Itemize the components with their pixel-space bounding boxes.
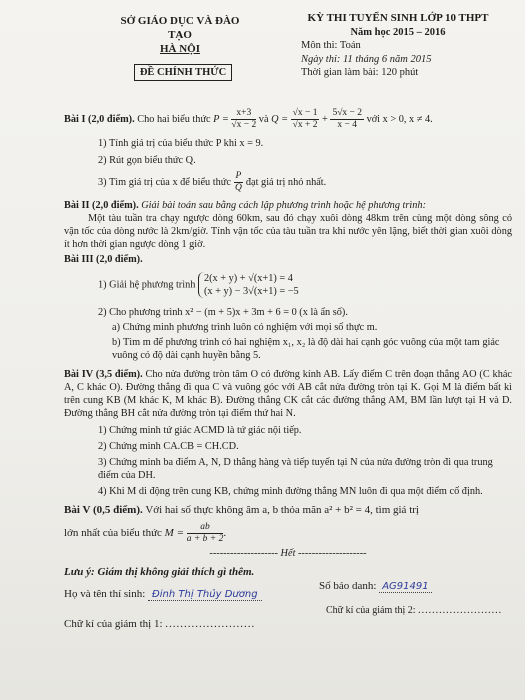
bai1-q3 [64, 171, 512, 195]
bai4-q2: 2) Chứng minh CA.CB = CH.CD. [98, 441, 239, 452]
bai1-q3-end: đạt giá trị nhỏ nhất. [245, 177, 327, 188]
exam-date: Ngày thi: 11 tháng 6 năm 2015 [301, 53, 432, 65]
p-over-q [234, 171, 244, 194]
sig1-label: Chữ kí của giám thị 1: [64, 618, 163, 630]
sig1-row [64, 618, 255, 631]
school-year: Năm học 2015 – 2016 [350, 26, 446, 38]
department-line2: HÀ NỘI [159, 43, 201, 55]
period: . [223, 527, 227, 539]
bai4-text: Cho nửa đường tròn tâm O có đường kính AB. Lấy điểm C trên đoạn thẳng AO (C khác A, C khác O). Đường thẳng đi qua C và vuông góc với AB cắt nửa đường tròn tại K. Gọi M là điểm bất kì trên cung KB (M khác K, M khác B). Đường thẳng CK cắt các đường thẳng AM, BM lần lượt tại H và D. Đường thẳng BH cắt nửa đường tròn tại điểm thứ hai N. [64, 369, 512, 419]
bai3-q2: 2) Cho phương trình x² − (m + 5)x + 3m + 6 = 0 (x là ẩn số). [98, 307, 348, 318]
bai3-q2b: b) Tìm m để phương trình có hai nghiệm x₁, x₂ là độ dài hai cạnh góc vuông của một tam giác vuông có độ dài cạnh huyền bằng 5. [112, 337, 500, 361]
candidate-name-row [64, 588, 262, 601]
q-fraction-1 [291, 108, 320, 131]
bai1-intro: Cho hai biểu thức [137, 113, 211, 125]
bai5-text: Với hai số thực không âm a, b thỏa mãn a² + b² = 4, tìm giá trị [145, 504, 419, 516]
q-den2: x − 4 [337, 120, 358, 130]
plus-sign: + [322, 113, 328, 125]
bai1-q1: 1) Tính giá trị của biểu thức P khi x = 9. [98, 138, 264, 149]
sbd-row [319, 580, 432, 593]
q-num2: 5√x − 2 [332, 108, 363, 118]
bai2-heading [64, 199, 512, 212]
q3-num: P [235, 171, 242, 182]
exam-body [64, 108, 512, 638]
official-label: ĐỀ CHÍNH THỨC [134, 64, 232, 81]
m-num: ab [187, 522, 224, 534]
m-fraction [186, 521, 227, 545]
bai4-q4: 4) Khi M di động trên cung KB, chứng minh đường thẳng MN luôn đi qua một điểm cố định. [98, 486, 483, 497]
note: Lưu ý: Giám thị không giải thích gì thêm. [64, 566, 255, 578]
sbd-value: AG91491 [379, 581, 431, 593]
p-num: x+3 [231, 108, 256, 120]
bai1-condition: với x > 0, x ≠ 4. [366, 113, 433, 125]
bai4-q3: 3) Chứng minh ba điểm A, N, D thẳng hàng và tiếp tuyến tại N của nửa đường tròn đi qua trung điểm của DH. [98, 457, 493, 481]
q-num1: √x − 1 [292, 108, 318, 118]
bai3-q1-label: 1) Giải hệ phương trình [98, 279, 196, 291]
bai3-q1 [64, 272, 512, 298]
bai4-title: Bài IV (3,5 điểm). [64, 369, 143, 380]
sig2-row [326, 604, 502, 617]
bai5-expression [64, 521, 512, 545]
p-lhs: P = [213, 113, 229, 125]
equation-system [198, 272, 299, 298]
end-marker: -------------------- Hết -------------------- [209, 548, 367, 559]
candidate-name: Đinh Thị Thủy Dương [148, 589, 262, 601]
m-den: a + b + 2 [186, 533, 224, 544]
candidate-label: Họ và tên thí sinh: [64, 588, 146, 600]
bai4-q1: 1) Chứng minh tứ giác ACMD là tứ giác nội tiếp. [98, 425, 302, 436]
candidate-info [64, 566, 512, 638]
m-lhs: M = [164, 527, 185, 539]
bai1-title: Bài I (2,0 điểm). [64, 113, 135, 125]
bai2-intro: Giải bài toán sau bằng cách lập phương trình hoặc hệ phương trình: [141, 200, 427, 211]
bai1-q2: 2) Rút gọn biểu thức Q. [98, 155, 196, 166]
bai5-text2: lớn nhất của biểu thức [64, 527, 162, 539]
duration: Thời gian làm bài: 120 phút [301, 67, 419, 78]
exam-header [283, 12, 513, 80]
department-line1: SỞ GIÁO DỤC VÀ ĐÀO TẠO [120, 15, 240, 41]
bai2-text: Một tàu tuần tra chạy ngược dòng 60km, sau đó chạy xuôi dòng 48km trên cùng một dòng sông có vận tốc của dòng nước là 2km/giờ. Tính vận tốc của tàu tuần tra khi nước yên lặng, biết thời gian xuôi dòng ít hơn thời gian ngược dòng 1 giờ. [64, 213, 512, 250]
sig2-dots: ........................ [418, 605, 503, 616]
sig1-dots: ........................ [165, 618, 256, 630]
and-word: và [258, 113, 269, 125]
sbd-label: Số báo danh: [319, 580, 377, 592]
p-den: √x − 2 [231, 120, 257, 130]
subject: Môn thi: Toán [301, 40, 361, 51]
q-fraction-2 [330, 108, 364, 131]
bai1-statement [64, 108, 512, 131]
department-header [110, 14, 250, 56]
bai5-statement [64, 504, 512, 517]
equation-2: (x + y) − 3√(x+1) = −5 [203, 286, 299, 297]
p-fraction [231, 108, 256, 131]
equation-1: 2(x + y) + √(x+1) = 4 [203, 273, 293, 284]
bai1-q3-start: 3) Tìm giá trị của x để biểu thức [98, 177, 231, 188]
q-lhs: Q = [271, 113, 289, 125]
bai3-q2a: a) Chứng minh phương trình luôn có nghiệm với mọi số thực m. [112, 322, 378, 333]
q-den1: √x + 2 [292, 120, 318, 130]
q3-den: Q [234, 183, 242, 194]
bai2-title: Bài II (2,0 điểm). [64, 200, 139, 211]
sig2-label: Chữ kí của giám thị 2: [326, 605, 416, 616]
exam-title: KỲ THI TUYỂN SINH LỚP 10 THPT [307, 12, 489, 24]
bai4-statement [64, 368, 512, 420]
bai3-title: Bài III (2,0 điểm). [64, 254, 143, 265]
bai5-title: Bài V (0,5 điểm). [64, 504, 143, 516]
